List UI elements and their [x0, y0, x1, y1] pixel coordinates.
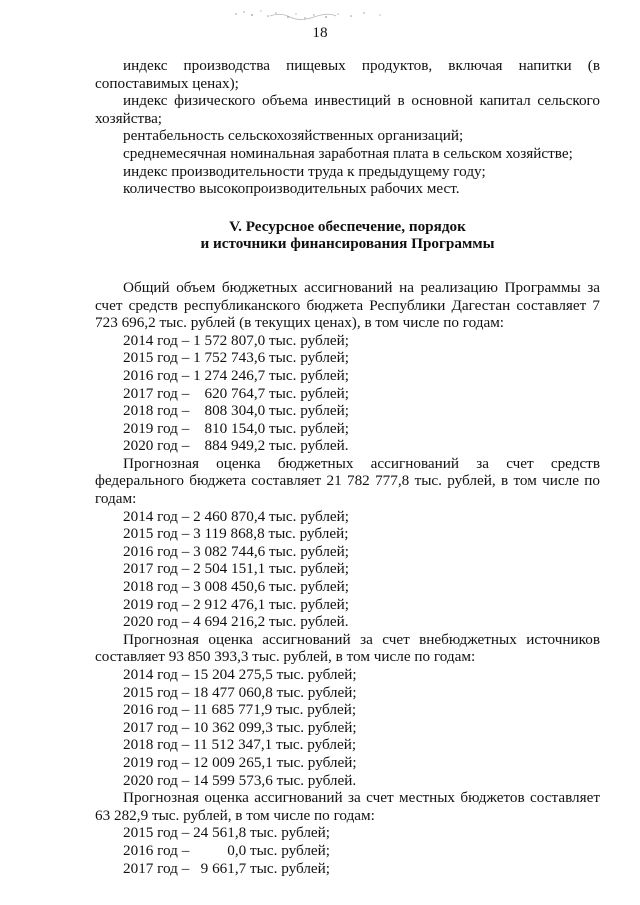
page-number: 18: [312, 24, 328, 41]
year-row: 2019 год – 2 912 476,1 тыс. рублей;: [123, 595, 350, 613]
scan-artifact: [230, 4, 390, 24]
year-row: 2020 год – 14 599 573,6 тыс. рублей.: [123, 771, 357, 789]
year-row: 2015 год – 18 477 060,8 тыс. рублей;: [123, 683, 357, 701]
year-row: 2015 год – 3 119 868,8 тыс. рублей;: [123, 525, 349, 543]
year-row: 2017 год – 9 661,7 тыс. рублей;: [123, 859, 331, 877]
indicator-item: количество высокопроизводительных рабочих мест.: [123, 180, 460, 198]
year-row: 2016 год – 11 685 771,9 тыс. рублей;: [123, 701, 357, 719]
local-budget-paragraph: Прогнозная оценка ассигнований за счет местных бюджетов составляет 63 282,9 тыс. рублей, в том числе по годам:: [95, 789, 600, 824]
year-row: 2018 год – 11 512 347,1 тыс. рублей;: [123, 736, 357, 754]
federal-budget-list: [95, 508, 600, 631]
year-row: 2018 год – 808 304,0 тыс. рублей;: [123, 402, 350, 420]
local-budget-list: [95, 824, 600, 877]
year-row: 2016 год – 0,0 тыс. рублей;: [123, 841, 331, 859]
indicator-list: [95, 57, 600, 198]
indicator-item: индекс физического объема инвестиций в основной капитал сельского хозяйства;: [95, 92, 600, 127]
year-row: 2015 год – 1 752 743,6 тыс. рублей;: [123, 349, 350, 367]
year-row: 2016 год – 1 274 246,7 тыс. рублей;: [123, 366, 350, 384]
year-row: 2015 год – 24 561,8 тыс. рублей;: [123, 824, 331, 842]
document-body: [95, 57, 600, 877]
year-row: 2014 год – 15 204 275,5 тыс. рублей;: [123, 666, 357, 683]
indicator-item: индекс производительности труда к предыдущему году;: [123, 162, 486, 180]
year-row: 2017 год – 2 504 151,1 тыс. рублей;: [123, 560, 350, 578]
federal-budget-paragraph: Прогнозная оценка бюджетных ассигнований за счет средств федерального бюджета составляет 21 782 777,8 тыс. рублей, в том числе по годам:: [95, 454, 600, 508]
section-heading-line1: V. Ресурсное обеспечение, порядок: [229, 217, 466, 235]
year-row: 2019 год – 810 154,0 тыс. рублей;: [123, 419, 350, 437]
year-row: 2020 год – 884 949,2 тыс. рублей.: [123, 437, 349, 455]
year-row: 2020 год – 4 694 216,2 тыс. рублей.: [123, 613, 349, 631]
indicator-item: среднемесячная номинальная заработная плата в сельском хозяйстве;: [123, 144, 573, 162]
extrabudget-paragraph: Прогнозная оценка ассигнований за счет внебюджетных источников составляет 93 850 393,3 тыс. рублей, в том числе по годам:: [95, 630, 600, 666]
year-row: 2014 год – 1 572 807,0 тыс. рублей;: [123, 331, 350, 349]
year-row: 2018 год – 3 008 450,6 тыс. рублей;: [123, 578, 350, 596]
year-row: 2017 год – 620 764,7 тыс. рублей;: [123, 384, 350, 402]
year-row: 2017 год – 10 362 099,3 тыс. рублей;: [123, 718, 357, 736]
extrabudget-list: [95, 666, 600, 789]
year-row: 2019 год – 12 009 265,1 тыс. рублей;: [123, 753, 357, 771]
section-heading-line2: и источники финансирования Программы: [200, 235, 495, 253]
indicator-item: индекс производства пищевых продуктов, включая напитки (в сопоставимых ценах);: [95, 57, 600, 92]
year-row: 2016 год – 3 082 744,6 тыс. рублей;: [123, 542, 350, 560]
regional-budget-list: [95, 332, 600, 455]
year-row: 2014 год – 2 460 870,4 тыс. рублей;: [123, 507, 350, 525]
regional-budget-paragraph: Общий объем бюджетных ассигнований на реализацию Программы за счет средств республиканского бюджета Республики Дагестан составляет 7 723 696,2 тыс. рублей (в текущих ценах), в том числе по годам:: [95, 278, 600, 332]
indicator-item: рентабельность сельскохозяйственных организаций;: [123, 127, 464, 145]
